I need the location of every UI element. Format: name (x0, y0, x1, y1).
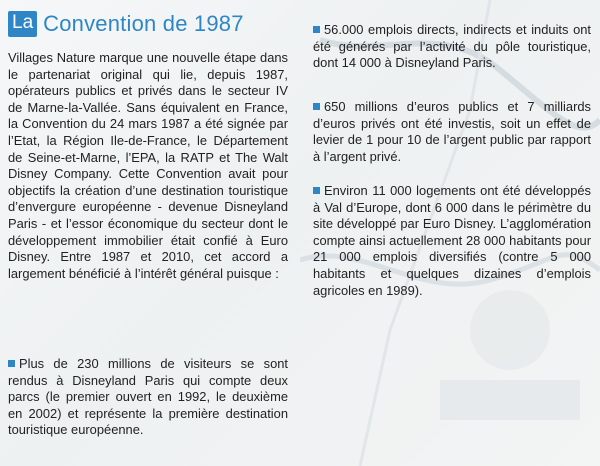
bullet-visitors (8, 356, 288, 439)
bullet-jobs (313, 22, 591, 72)
bullet-square-icon (313, 103, 320, 110)
bullet-housing (313, 183, 591, 299)
bullet-square-icon (313, 187, 320, 194)
bullet-text: Environ 11 000 logements ont été développés à Val d’Europe, dont 6 000 dans le périmètre du site développé par Euro Disney. L’agglomération compte ainsi actuellement 28 000 habitants pour 21 000 emplois diversifiés (contre 5 000 habitants et quelques dizaines d’emplois agricoles en 1989). (313, 183, 591, 298)
bullet-text: 650 millions d’euros publics et 7 milliards d’euros privés ont été investis, soit un effet de levier de 1 pour 10 de l’argent public par rapport à l’argent privé. (313, 99, 591, 164)
page-title: Convention de 1987 (43, 11, 244, 36)
heading-badge: La (8, 11, 37, 37)
bullet-square-icon (313, 26, 320, 33)
section-heading (8, 11, 244, 37)
bullet-text: 56.000 emplois directs, indirects et induits ont été générés par l’activité du pôle touristique, dont 14 000 à Disneyland Paris. (313, 22, 591, 71)
bullet-investment (313, 99, 591, 165)
intro-paragraph: Villages Nature marque une nouvelle étape dans le partenariat original qui lie, depuis 1987, opérateurs publics et privés dans le secteur IV de Marne-la-Vallée. Sans équivalent en France, la Convention du 24 mars 1987 a été signée par l’Etat, la Région Ile-de-France, le Département de Seine-et-Marne, l’EPA, la RATP et The Walt Disney Company. Cette Convention avait pour objectifs la création d’une destination touristique d’envergure européenne - devenue Disneyland Paris - et l’essor économique du secteur dont le développement immobilier était confié à Euro Disney. Entre 1987 et 2010, cet accord a largement bénéficié à l’intérêt général puisque : (8, 50, 288, 281)
bullet-text: Plus de 230 millions de visiteurs se sont rendus à Disneyland Paris qui compte deux parcs (le premier ouvert en 1992, le deuxième en 2002) et représente la première destination touristique européenne. (8, 356, 288, 438)
bullet-square-icon (8, 360, 15, 367)
